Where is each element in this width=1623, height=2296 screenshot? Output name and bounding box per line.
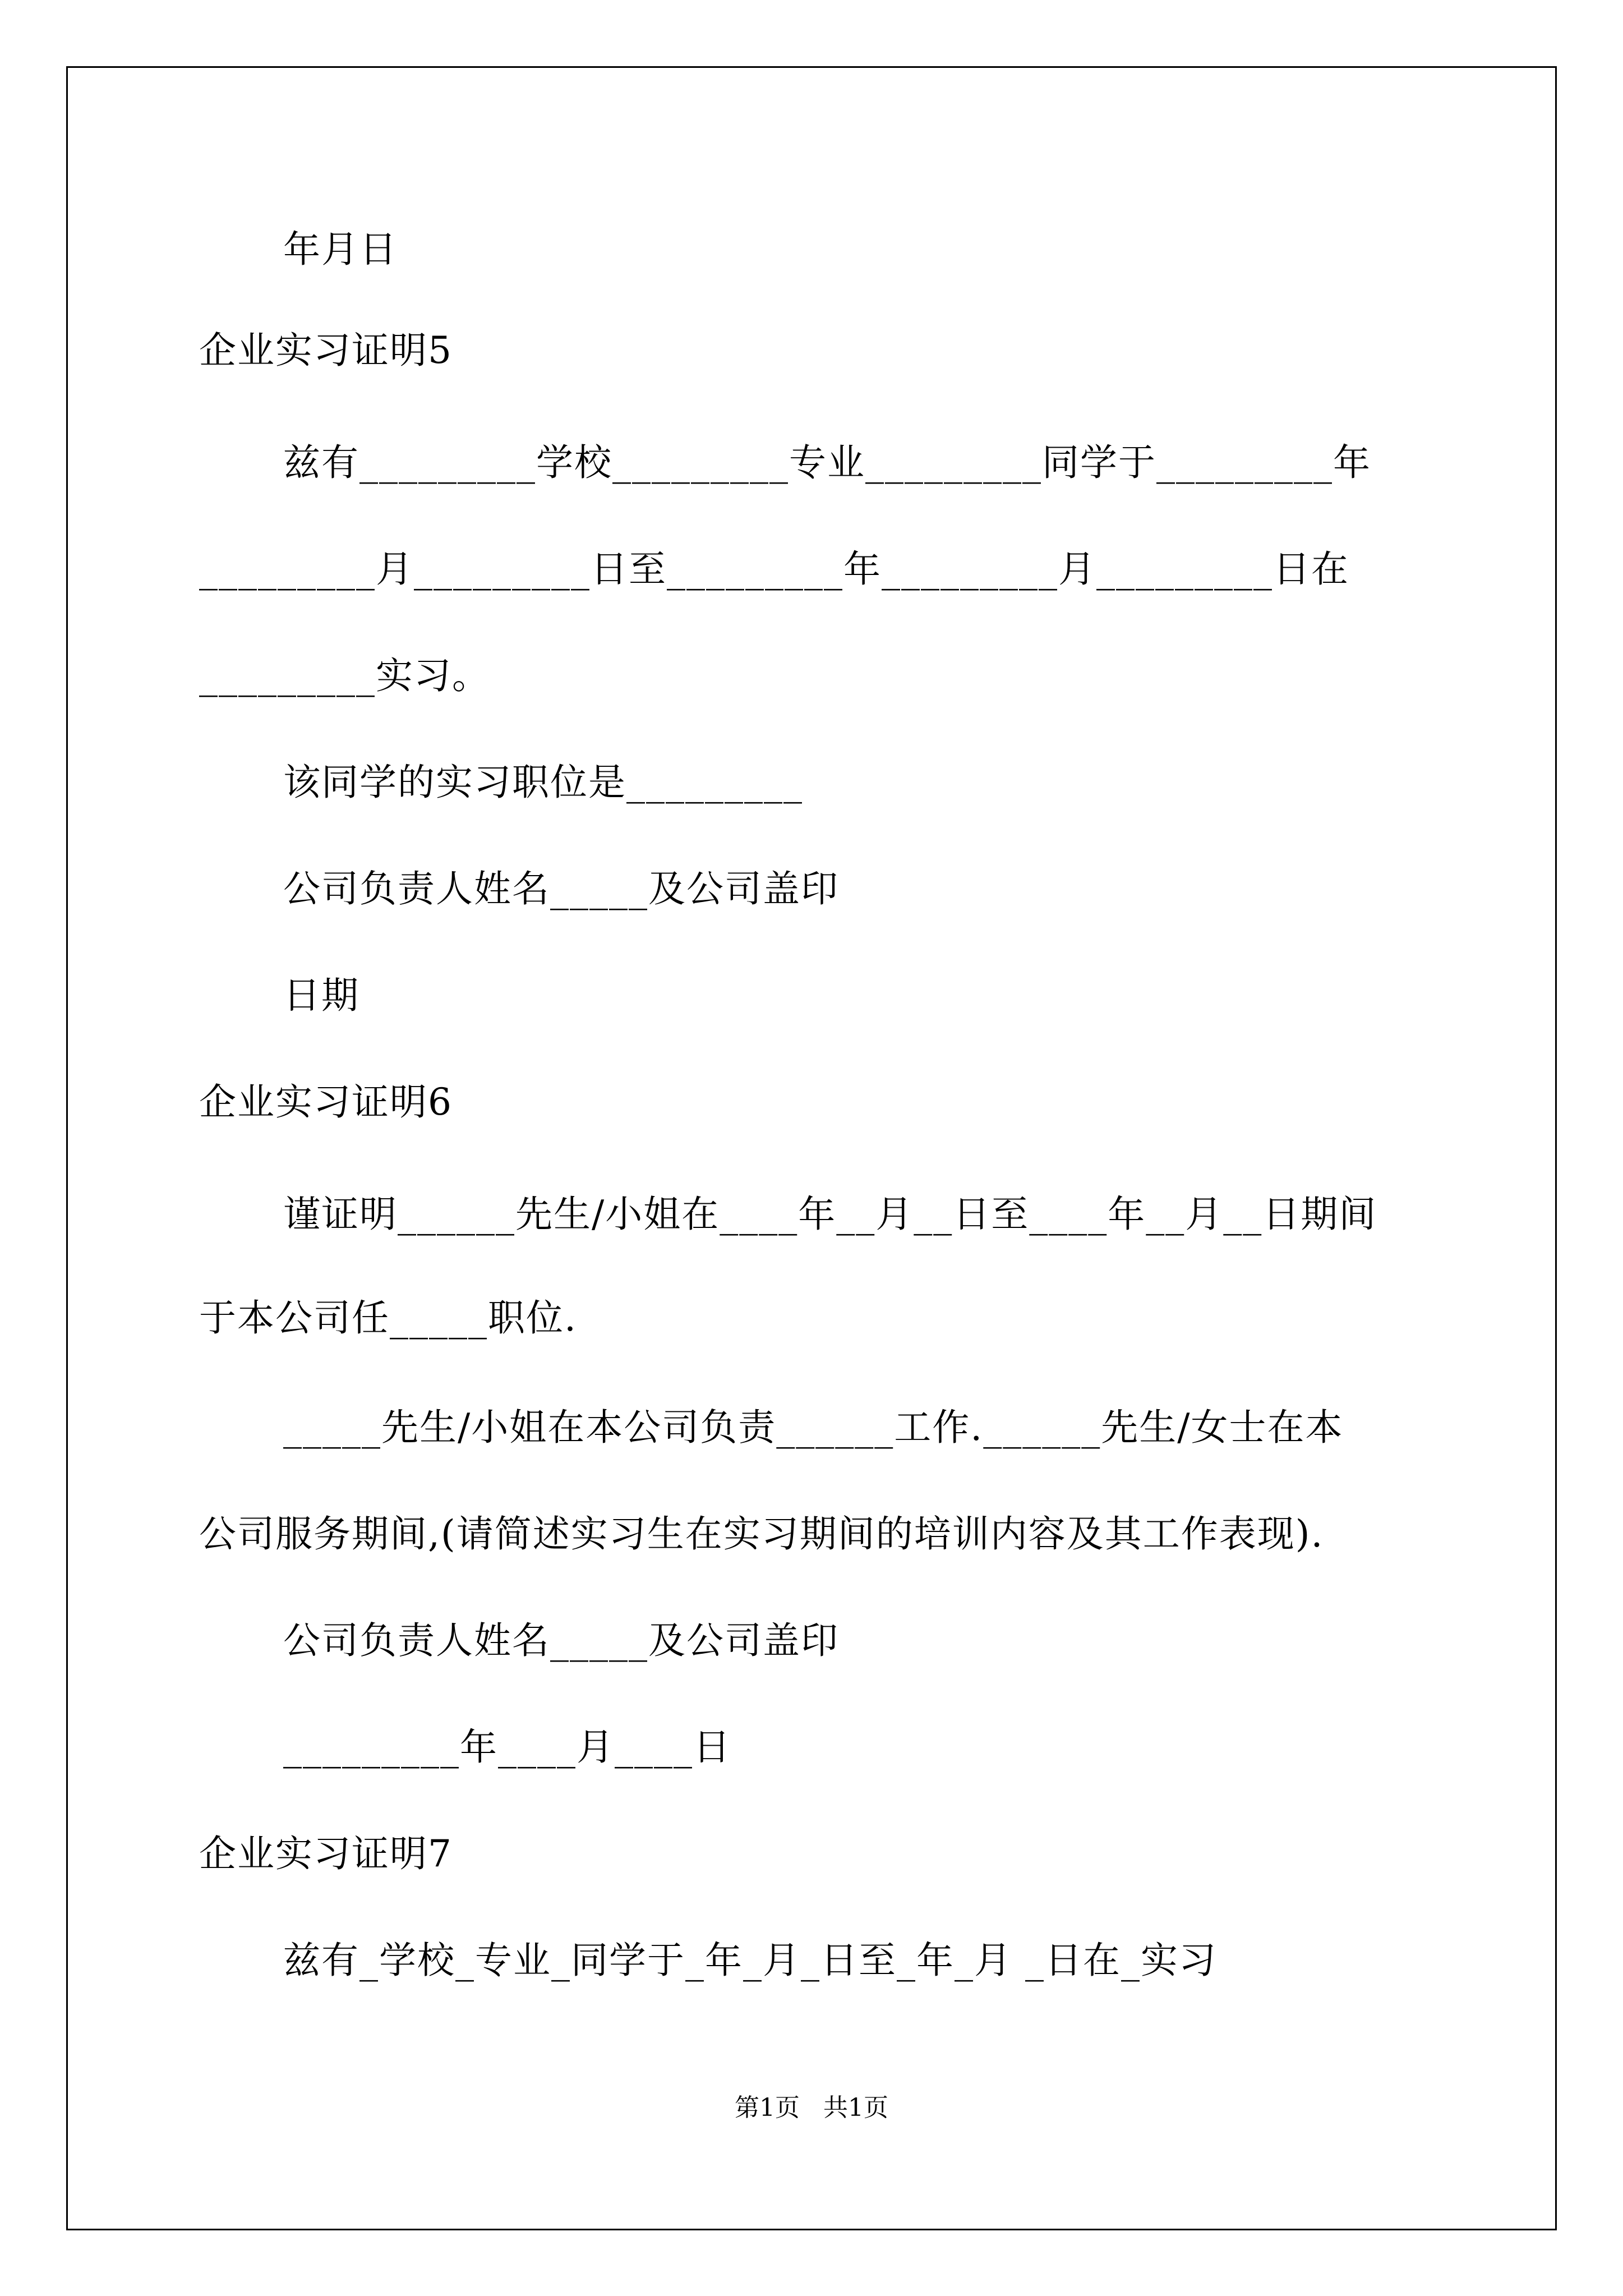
paragraph-line: 公司服务期间,(请简述实习生在实习期间的培训内容及其工作表现). xyxy=(199,1512,1324,1556)
paragraph-line: 于本公司任_____职位. xyxy=(199,1296,577,1340)
page-footer: 第1页 共1页 xyxy=(735,2093,888,2122)
paragraph-line: _________年____月____日 xyxy=(283,1726,731,1769)
paragraph-line: 公司负责人姓名_____及公司盖印 xyxy=(283,867,839,910)
paragraph-line: 该同学的实习职位是_________ xyxy=(283,761,803,804)
paragraph-line: 公司负责人姓名_____及公司盖印 xyxy=(283,1619,839,1662)
date-label: 日期 xyxy=(283,974,359,1017)
paragraph-line: 谨证明______先生/小姐在____年__月__日至____年__月__日期间 xyxy=(283,1193,1377,1236)
paragraph-line: 兹有_学校_专业_同学于_年_月_日至_年_月 _日在_实习 xyxy=(283,1939,1217,1982)
page-border xyxy=(66,66,1557,2230)
section-heading-6: 企业实习证明6 xyxy=(199,1080,453,1124)
date-line: 年月日 xyxy=(283,228,398,271)
paragraph-line: _________月_________日至_________年_________月_________日在 xyxy=(199,547,1349,591)
paragraph-line: _____先生/小姐在本公司负责______工作.______先生/女士在本 xyxy=(283,1406,1344,1449)
section-heading-7: 企业实习证明7 xyxy=(199,1832,453,1875)
paragraph-line: _________实习。 xyxy=(199,654,490,697)
paragraph-line: 兹有_________学校_________专业_________同学于_________年 xyxy=(283,441,1371,484)
section-heading-5: 企业实习证明5 xyxy=(199,329,453,372)
